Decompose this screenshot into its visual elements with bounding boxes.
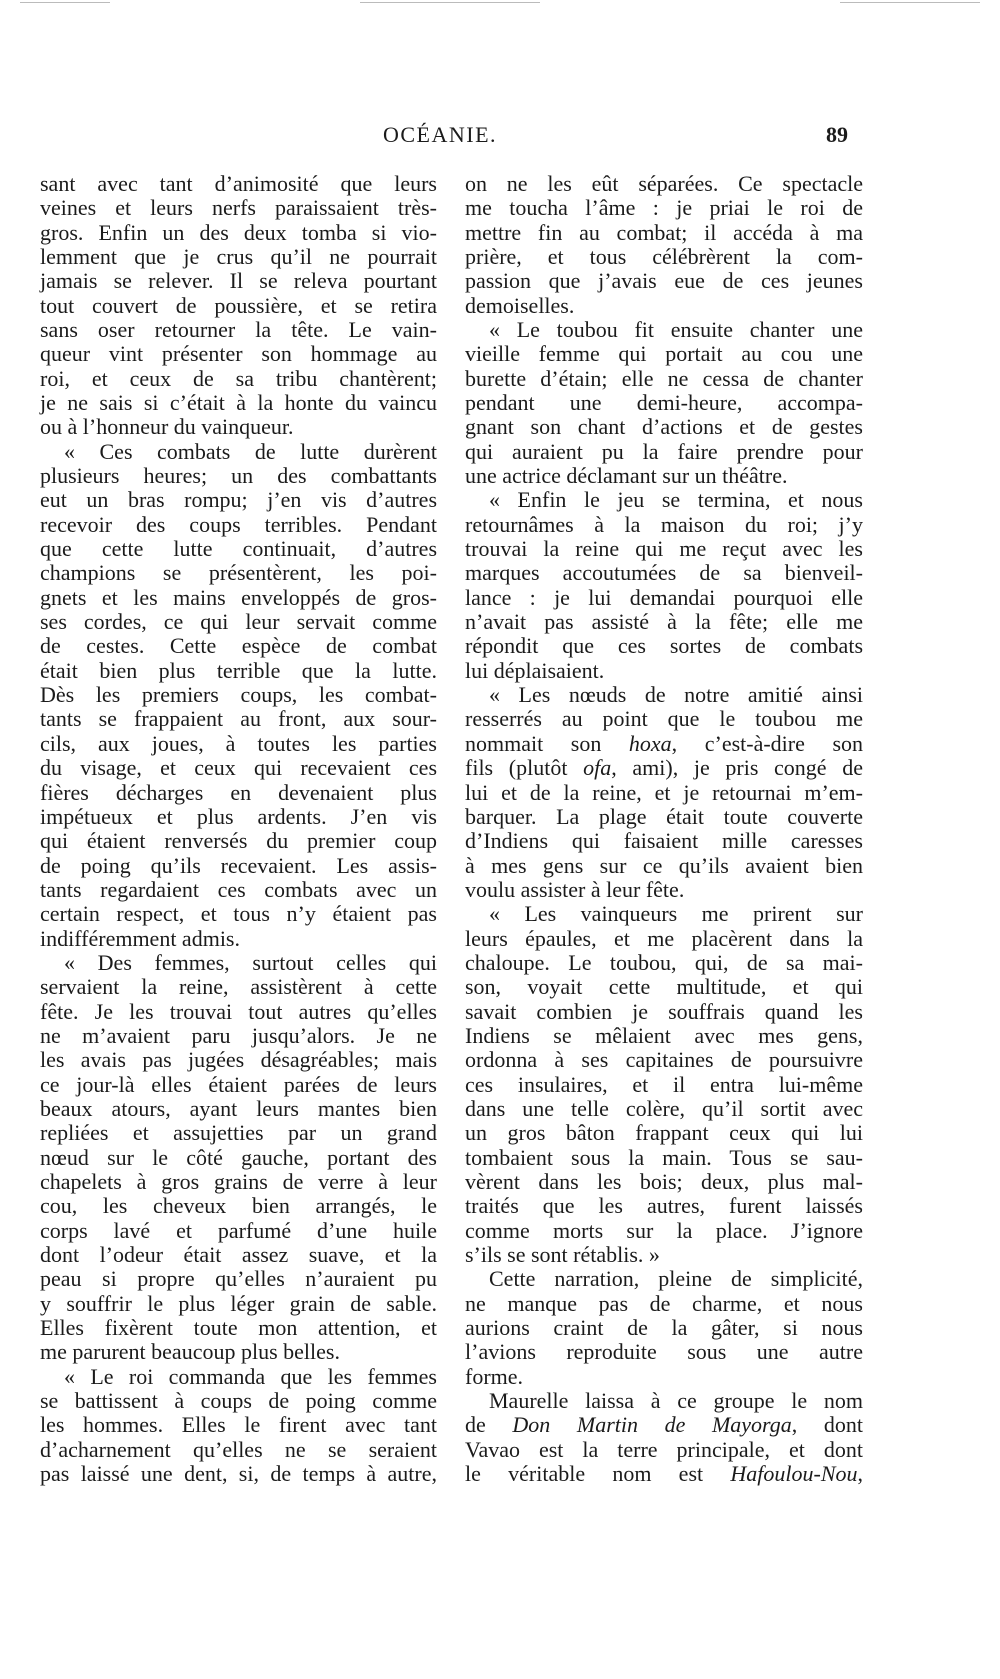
text-line: répondit que ces sortes de combats (465, 633, 863, 659)
text-line: barquer. La plage était toute couverte (465, 803, 863, 829)
text-line: à mes gens sur ce qu’ils avaient bien (465, 852, 863, 878)
text-line: ses cordes, ce qui leur servait comme (40, 609, 437, 635)
text-line: beaux atours, ayant leurs mantes bien (40, 1095, 437, 1121)
text-line: lance : je lui demandai pourquoi elle (465, 584, 863, 610)
text-line: gros. Enfin un des deux tomba si vio- (40, 219, 437, 245)
text-line: nœud sur le côté gauche, portant des (40, 1144, 437, 1170)
text-line: veines et leurs nerfs paraissaient très- (40, 195, 437, 221)
text-line: Dès les premiers coups, les combat- (40, 682, 437, 708)
text-line: prière, et tous célébrèrent la com- (465, 244, 863, 270)
text-line: « Enfin le jeu se termina, et nous (489, 487, 863, 513)
text-line: de poing qu’ils recevaient. Les assis- (40, 852, 437, 878)
text-line: demoiselles. (465, 292, 575, 318)
text-line: tombaient sous la main. Tous se sau- (465, 1144, 863, 1170)
text-line: s’ils se sont rétablis. » (465, 1241, 660, 1267)
scan-noise (20, 2, 110, 3)
text-line: dont l’odeur était assez suave, et la (40, 1241, 437, 1267)
text-line: pendant une demi-heure, accompa- (465, 390, 863, 416)
text-line: ne m’avaient paru jusqu’alors. Je ne (40, 1022, 437, 1048)
text-line: « Des femmes, surtout celles qui (64, 949, 437, 975)
text-line: me toucha l’âme : je priai le roi de (465, 195, 863, 221)
text-line: resserrés au point que le toubou me (465, 706, 863, 732)
text-line: tants regardaient ces combats avec un (40, 876, 437, 902)
text-line: nommait son hoxa, c’est-à-dire son (465, 730, 863, 756)
text-line: qui étaient renversés du premier coup (40, 828, 437, 854)
italic-term: Don Martin de Mayorga (512, 1412, 792, 1438)
text-line: je ne sais si c’était à la honte du vaincu (40, 390, 437, 416)
text-line: de Don Martin de Mayorga, dont (465, 1412, 863, 1438)
text-line: fête. Je les trouvai tout autres qu’elles (40, 998, 437, 1024)
text-line: indifféremment admis. (40, 925, 240, 951)
text-line: peau si propre qu’elles n’auraient pu (40, 1266, 437, 1292)
text-line: « Les nœuds de notre amitié ainsi (489, 682, 863, 708)
text-line: « Les vainqueurs me prirent sur (489, 901, 863, 927)
text-line: l’avions reproduite sous une autre (465, 1339, 863, 1365)
text-line: vieille femme qui portait au cou une (465, 341, 863, 367)
text-line: les hommes. Elles le firent avec tant (40, 1412, 437, 1438)
text-line: « Ces combats de lutte durèrent (64, 438, 437, 464)
text-line: était bien plus terrible que la lutte. (40, 657, 437, 683)
italic-term: ofa (583, 755, 612, 781)
text-line: champions se présentèrent, les poi- (40, 560, 437, 586)
text-line: roi, et ceux de sa tribu chantèrent; (40, 365, 437, 391)
text-line: traités que les autres, furent laissés (465, 1193, 863, 1219)
text-line: tants se frappaient au front, aux sour- (40, 706, 437, 732)
italic-term: Hafoulou-Nou (730, 1461, 858, 1487)
text-line: retournâmes à la maison du roi; j’y (465, 511, 863, 537)
text-line: cils, aux joues, à toutes les parties (40, 730, 437, 756)
text-line: passion que j’avais eue de ces jeunes (465, 268, 863, 294)
text-line: Maurelle laissa à ce groupe le nom (489, 1388, 863, 1413)
scan-noise (840, 2, 980, 3)
text-line: lemment que je crus qu’il ne pourrait (40, 244, 437, 270)
running-title: OCÉANIE. (383, 122, 498, 147)
text-line: de cestes. Cette espèce de combat (40, 633, 437, 659)
text-line: son, voyait cette multitude, et qui (465, 974, 863, 1000)
text-line: qui auraient pu la faire prendre pour (465, 438, 863, 464)
scan-noise (360, 2, 540, 3)
text-line: servaient la reine, assistèrent à cette (40, 974, 437, 1000)
text-line: ce jour-là elles étaient parées de leurs (40, 1071, 437, 1097)
text-line: une actrice déclamant sur un théâtre. (465, 463, 788, 489)
text-line: on ne les eût séparées. Ce spectacle (465, 171, 863, 196)
text-line: burette d’étain; elle ne cessa de chanter (465, 365, 863, 391)
text-line: Elles fixèrent toute mon attention, et (40, 1314, 437, 1340)
text-line: eut un bras rompu; j’en vis d’autres (40, 487, 437, 513)
text-line: Indiens se mêlaient avec mes gens, (465, 1022, 863, 1048)
text-line: impétueux et plus ardents. J’en vis (40, 803, 437, 829)
text-line: « Le roi commanda que les femmes (64, 1363, 437, 1389)
text-line: d’Indiens qui faisaient mille caresses (465, 828, 863, 854)
text-line: certain respect, et tous n’y étaient pas (40, 901, 437, 927)
text-line: repliées et assujetties par un grand (40, 1120, 437, 1146)
text-line: tout couvert de poussière, et se retira (40, 292, 437, 318)
text-line: comme morts sur la place. J’ignore (465, 1217, 863, 1243)
text-line: savait combien je souffrais quand les (465, 998, 863, 1024)
text-line: ces insulaires, et il entra lui-même (465, 1071, 863, 1097)
text-line: un gros bâton frappant ceux qui lui (465, 1120, 863, 1146)
text-line: mettre fin au combat; il accéda à ma (465, 219, 863, 245)
text-line: voulu assister à leur fête. (465, 876, 685, 902)
text-line: lui déplaisaient. (465, 657, 605, 683)
text-line: sant avec tant d’animosité que leurs (40, 171, 437, 196)
text-line: chaloupe. Le toubou, qui, de sa mai- (465, 949, 863, 975)
text-line: que cette lutte continuait, d’autres (40, 536, 437, 562)
text-line: ordonna à ses capitaines de poursuivre (465, 1047, 863, 1073)
text-line: plusieurs heures; un des combattants (40, 463, 437, 489)
text-line: du visage, et ceux qui recevaient ces (40, 755, 437, 781)
text-line: Vavao est la terre principale, et dont (465, 1436, 863, 1462)
text-line: lui et de la reine, et je retournai m’em- (465, 779, 863, 805)
text-line: Cette narration, pleine de simplicité, (489, 1266, 863, 1292)
text-line: pas laissé une dent, si, de temps à autre, (40, 1461, 437, 1487)
text-line: aurions craint de la gâter, si nous (465, 1314, 863, 1340)
text-line: recevoir des coups terribles. Pendant (40, 511, 437, 537)
text-line: forme. (465, 1363, 524, 1389)
text-line: « Le toubou fit ensuite chanter une (489, 317, 863, 343)
text-line: fils (plutôt ofa, ami), je pris congé de (465, 755, 863, 781)
text-line: chapelets à gros grains de verre à leur (40, 1168, 437, 1194)
text-line: le véritable nom est Hafoulou-Nou, (465, 1461, 863, 1487)
page-number: 89 (826, 122, 848, 147)
text-line: sans oser retourner la tête. Le vain- (40, 317, 437, 343)
text-line: gnant son chant d’actions et de gestes (465, 414, 863, 440)
text-line: d’acharnement qu’elles ne se seraient (40, 1436, 437, 1462)
text-line: dans une telle colère, qu’il sortit avec (465, 1095, 863, 1121)
text-line: corps lavé et parfumé d’une huile (40, 1217, 437, 1243)
text-line: fières décharges en devenaient plus (40, 779, 437, 805)
text-line: gnets et les mains enveloppés de gros- (40, 584, 437, 610)
text-line: queur vint présenter son hommage au (40, 341, 437, 367)
text-line: cou, les cheveux bien arrangés, le (40, 1193, 437, 1219)
text-line: les avais pas jugées désagréables; mais (40, 1047, 437, 1073)
text-line: y souffrir le plus léger grain de sable. (40, 1290, 437, 1316)
text-line: se battissent à coups de poing comme (40, 1388, 437, 1413)
italic-term: hoxa (628, 730, 672, 756)
text-line: vèrent dans les bois; deux, plus mal- (465, 1168, 863, 1194)
text-line: jamais se relever. Il se releva pourtant (40, 268, 437, 294)
text-line: me parurent beaucoup plus belles. (40, 1339, 340, 1365)
text-line: ou à l’honneur du vainqueur. (40, 414, 294, 440)
text-line: ne manque pas de charme, et nous (465, 1290, 863, 1316)
text-line: trouvai la reine qui me reçut avec les (465, 536, 863, 562)
text-line: marques accoutumées de sa bienveil- (465, 560, 863, 586)
text-line: leurs épaules, et me placèrent dans la (465, 925, 863, 951)
text-line: n’avait pas assisté à la fête; elle me (465, 609, 863, 635)
